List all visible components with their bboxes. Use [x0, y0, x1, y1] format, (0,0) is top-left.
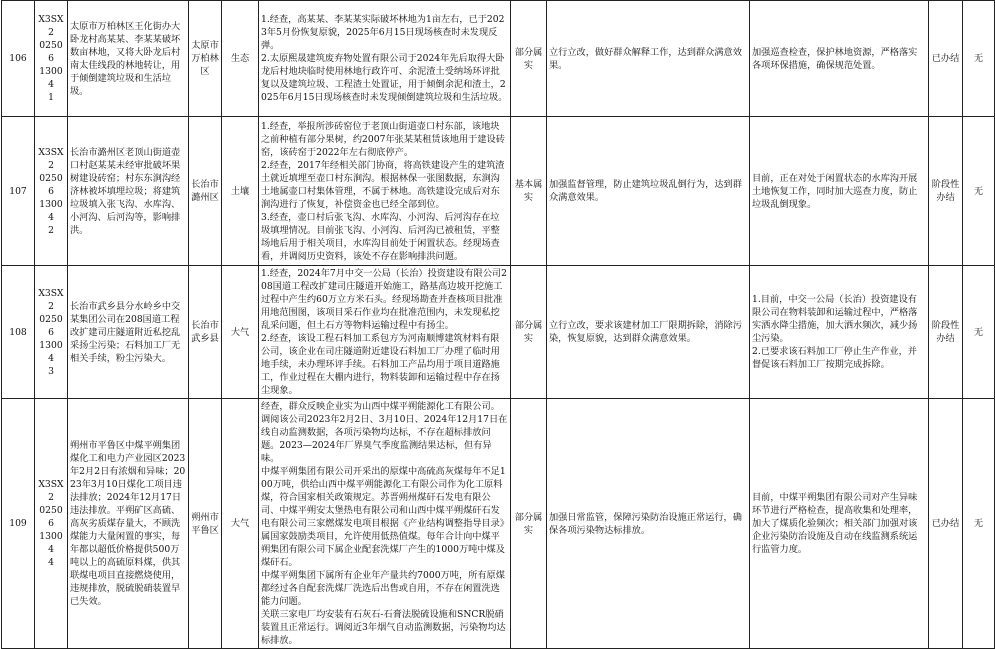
row-number: 109	[2, 399, 35, 649]
case-code: X3SX2 02506 13004 3	[35, 266, 68, 399]
verdict: 部分属实	[511, 266, 547, 399]
pollution-type: 生态	[222, 1, 259, 117]
completion-status: 阶段性办结	[929, 117, 963, 266]
accountability: 无	[963, 399, 995, 649]
accountability: 无	[963, 117, 995, 266]
table-row	[2, 117, 995, 266]
investigation-findings: 1.经查，举报所涉砖窑位于老顶山街道壶口村东部，该地块之前种植有部分果树，约2007年张某某租赁该地用于建设砖窑，该砖窑于2022年左右彻底停产。 2.经查，2017年经相关部门协商，将高铁建设产生的建筑渣土就近填埋至壶口村东涧沟。根据林保一张图数据，东涧沟土地属壶口村集体管理，不属于林地。高铁建设完成后对东涧沟进行了恢复，补偿资金也已经全部到位。 3.经查，壶口村后张飞沟、水库沟、小河沟、后河沟存在垃圾填埋情况。目前张飞沟、小河沟、后河沟已被租赁，平整场地后用于相关项目，水库沟目前处于闲置状态。经现场查看，并调阅历史资料，该处不存在影响排洪问题。	[259, 117, 511, 266]
handling-measures: 立行立改，做好群众解释工作，达到群众满意效果。	[547, 1, 750, 117]
pollution-type: 大气	[222, 399, 259, 649]
case-code: X3SX2 02506 13004 4	[35, 399, 68, 649]
investigation-findings: 1.经查，高某某、李某某实际破坏林地为1亩左右，已于2023年5月份恢复原貌，2025年6月15日现场核查时未发现反弹。 2.太原熙晟建筑废弃物处置有限公司于2024年先后取得大卧龙后村地块临时使用林地行政许可、余泥渣土受纳场环评批复以及建筑垃圾、工程渣土处置证，用于倾倒余泥和渣土，2025年6月15日现场核查时未发现倾倒建筑垃圾和生活垃圾。	[259, 1, 511, 117]
administrative-area: 太原市万柏林区	[189, 1, 222, 117]
complaint-content: 太原市万柏林区王化街办大卧龙村高某某、李某某破坏数亩林地，又将大卧龙后村南太佳线段的林地转让，用于倾倒建筑垃圾和生活垃圾。	[68, 1, 189, 117]
accountability: 无	[963, 1, 995, 117]
accountability: 无	[963, 266, 995, 399]
handling-measures: 加强监督管理，防止建筑垃圾乱倒行为，达到群众满意效果。	[547, 117, 750, 266]
row-number: 107	[2, 117, 35, 266]
table-row	[2, 399, 995, 649]
rectification-progress: 目前，中煤平朔集团有限公司对产生异味环节进行严格检查，提高收集和处理率，加大了煤质化验频次；相关部门加强对该企业污染防治设施及自动在线监测系统运行监管力度。	[750, 399, 929, 649]
verdict: 部分属实	[511, 1, 547, 117]
completion-status: 已办结	[929, 399, 963, 649]
complaint-content: 长治市潞州区老顶山街道壶口村赵某某未经审批破坏果树建设砖窑；村东东涧沟经济林被坏填埋垃圾；将建筑垃圾填入张飞沟、水库沟、小河沟、后河沟等，影响排洪。	[68, 117, 189, 266]
case-table	[1, 0, 995, 649]
verdict: 基本属实	[511, 117, 547, 266]
rectification-progress: 1.目前，中交一公局（长治）投资建设有限公司在物料装卸和运输过程中，严格落实洒水降尘措施，加大洒水频次，减少扬尘污染。 2.已要求该石料加工厂停止生产作业，并督促该石料加工厂按期完成拆除。	[750, 266, 929, 399]
administrative-area: 长治市潞州区	[189, 117, 222, 266]
row-number: 106	[2, 1, 35, 117]
table-row	[2, 266, 995, 399]
pollution-type: 大气	[222, 266, 259, 399]
completion-status: 阶段性办结	[929, 266, 963, 399]
row-number: 108	[2, 266, 35, 399]
pollution-type: 土壤	[222, 117, 259, 266]
rectification-progress: 加强巡查检查，保护林地资源，严格落实各项环保措施，确保规范处置。	[750, 1, 929, 117]
investigation-findings: 经查，群众反映企业实为山西中煤平朔能源化工有限公司。调阅该公司2023年2月2日、3月10日、2024年12月17日在线自动监测数据，各项污染物均达标，不存在超标排放问题。2023—2024年厂界臭气季度监测结果达标，但有异味。 中煤平朔集团有限公司开采出的原煤中高硫高灰煤每年不足100万吨，供给山西中煤平朔能源化工有限公司作为化工原料煤，符合国家相关政策规定。苏晋朔州煤矸石发电有限公司、中煤平朔安太堡热电有限公司和山西中煤平朔煤矸石发电有限公司三家燃煤发电项目根据《产业结构调整指导目录》属国家鼓励类项目，允许使用低热值煤。每年合计向中煤平朔集团有限公司下属企业配套洗煤厂产生的1000万吨中煤及煤矸石。 中煤平朔集团下属所有企业年产量共约7000万吨，所有原煤都经过各自配套洗煤厂洗选后出售或自用，不存在闲置洗选能力问题。 关联三家电厂均安装有石灰石-石膏法脱硫设施和SNCR脱硝装置且正常运行。调阅近3年烟气自动监测数据，污染物均达标排放。	[259, 399, 511, 649]
completion-status: 已办结	[929, 1, 963, 117]
case-code: X3SX2 02506 13004 1	[35, 1, 68, 117]
table-row	[2, 1, 995, 117]
complaint-content: 长治市武乡县分水岭乡中交某集团公司在208国道工程改扩建司庄隧道附近私挖乱采扬尘污染；石料加工厂无相关手续，粉尘污染大。	[68, 266, 189, 399]
verdict: 部分属实	[511, 399, 547, 649]
rectification-progress: 目前，正在对处于闲置状态的水库沟开展土地恢复工作，同时加大巡查力度，防止垃圾乱倒现象。	[750, 117, 929, 266]
administrative-area: 长治市武乡县	[189, 266, 222, 399]
administrative-area: 朔州市平鲁区	[189, 399, 222, 649]
handling-measures: 立行立改，要求该建材加工厂限期拆除，消除污染，恢复原貌，达到群众满意效果。	[547, 266, 750, 399]
handling-measures: 加强日常监管，保障污染防治设施正常运行，确保各项污染物达标排放。	[547, 399, 750, 649]
investigation-findings: 1.经查，2024年7月中交一公局（长治）投资建设有限公司208国道工程改扩建司庄隧道开始施工，路基高边坡开挖施工过程中产生约60万立方米石头。经现场勘查并查核项目批准用地范围图，该项目采石作业均在批准范围内，未发现私挖乱采问题，但土石方等物料运输过程中有扬尘。 2.经查，该设工程石料加工系包方为河南顺博建筑材料有限公司，该企业在司庄隧道附近建设石料加工厂办理了临时用地手续，未办理环评手续。石料加工产品均用于项目道路施工，作业过程在大棚内进行，物料装卸和运输过程中存在扬尘现象。	[259, 266, 511, 399]
complaint-content: 朔州市平鲁区中煤平朔集团煤化工和电力产业园区2023年2月2日有浓烟和异味；2023年3月10日煤化工项目违法排放；2024年12月17日违法排放。平朔矿区高硫、高灰劣质煤存量大，不顾洗煤能力大量闲置的事实，每年都以超低价格提供500万吨以上的高硫原料煤，供其联煤电项目直接燃烧使用，违规排放，脱硫脱硝装置早已失效。	[68, 399, 189, 649]
case-code: X3SX2 02506 13004 2	[35, 117, 68, 266]
